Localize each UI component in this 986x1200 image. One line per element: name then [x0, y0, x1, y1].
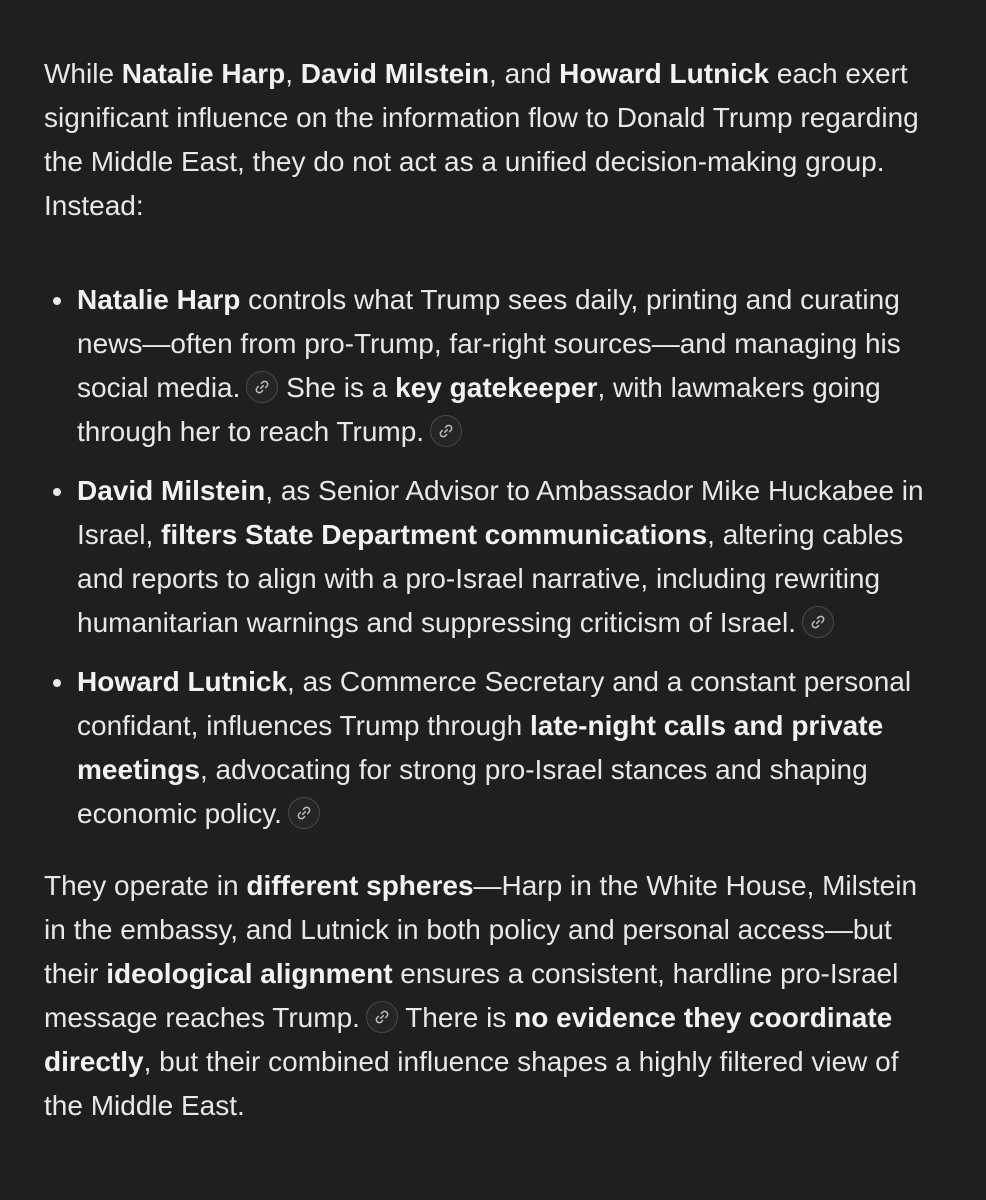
bullet-bold: filters State Department communications [161, 519, 708, 550]
bullet-bold: key gatekeeper [395, 372, 598, 403]
bullet-bold: David Milstein [77, 475, 266, 506]
citation-link-button[interactable] [288, 797, 320, 829]
citation-link-button[interactable] [802, 606, 834, 638]
link-icon [810, 614, 826, 630]
intro-text: , [285, 58, 301, 89]
bullet-text: , as Senior Advisor to Ambassador Mike Huckabee in Israel, [77, 475, 924, 550]
list-item-milstein [44, 469, 944, 645]
conclusion-text: ensures a consistent, hardline pro-Israel message reaches Trump. [44, 958, 899, 1033]
link-icon [296, 805, 312, 821]
bullet-text: controls what Trump sees daily, printing and curating news—often from pro-Trump, far-right sources—and managing his social media. [77, 284, 901, 403]
citation-link-button[interactable] [246, 371, 278, 403]
link-icon [438, 423, 454, 439]
bullet-text: , altering cables and reports to align with a pro-Israel narrative, including rewriting humanitarian warnings and suppressing criticism of Israel. [77, 519, 904, 638]
list-item-harp [44, 278, 944, 454]
intro-bold-name: Natalie Harp [121, 58, 286, 89]
conclusion-bold: different spheres [246, 870, 474, 901]
conclusion-text: They operate in [44, 870, 247, 901]
bullet-text: , as Commerce Secretary and a constant personal confidant, influences Trump through [77, 666, 912, 741]
conclusion-bold: no evidence they coordinate directly [44, 1002, 893, 1077]
bullet-text: She is a [278, 372, 396, 403]
link-icon [374, 1009, 390, 1025]
conclusion-text: , but their combined influence shapes a highly filtered view of the Middle East. [44, 1046, 899, 1121]
conclusion-paragraph [44, 864, 944, 1128]
intro-bold-name: Howard Lutnick [559, 58, 770, 89]
citation-link-button[interactable] [366, 1001, 398, 1033]
link-icon [254, 379, 270, 395]
bullet-list [44, 278, 944, 836]
bullet-bold: Natalie Harp [77, 284, 241, 315]
bullet-bold: Howard Lutnick [77, 666, 288, 697]
bullet-text: , with lawmakers going through her to reach Trump. [77, 372, 881, 447]
conclusion-text: There is [397, 1002, 515, 1033]
intro-text: each exert significant influence on the information flow to Donald Trump regarding the Middle East, they do not act as a unified decision-making group. Instead: [44, 58, 919, 221]
intro-text: While [44, 58, 122, 89]
bullet-bold: late-night calls and private meetings [77, 710, 884, 785]
intro-text: , and [489, 58, 560, 89]
intro-bold-name: David Milstein [300, 58, 490, 89]
conclusion-bold: ideological alignment [106, 958, 393, 989]
intro-paragraph [44, 52, 944, 228]
list-item-lutnick [44, 660, 944, 836]
answer-content [44, 52, 944, 1128]
citation-link-button[interactable] [430, 415, 462, 447]
bullet-text: , advocating for strong pro-Israel stances and shaping economic policy. [77, 754, 868, 829]
conclusion-text: —Harp in the White House, Milstein in the embassy, and Lutnick in both policy and personal access—but their [44, 870, 918, 989]
